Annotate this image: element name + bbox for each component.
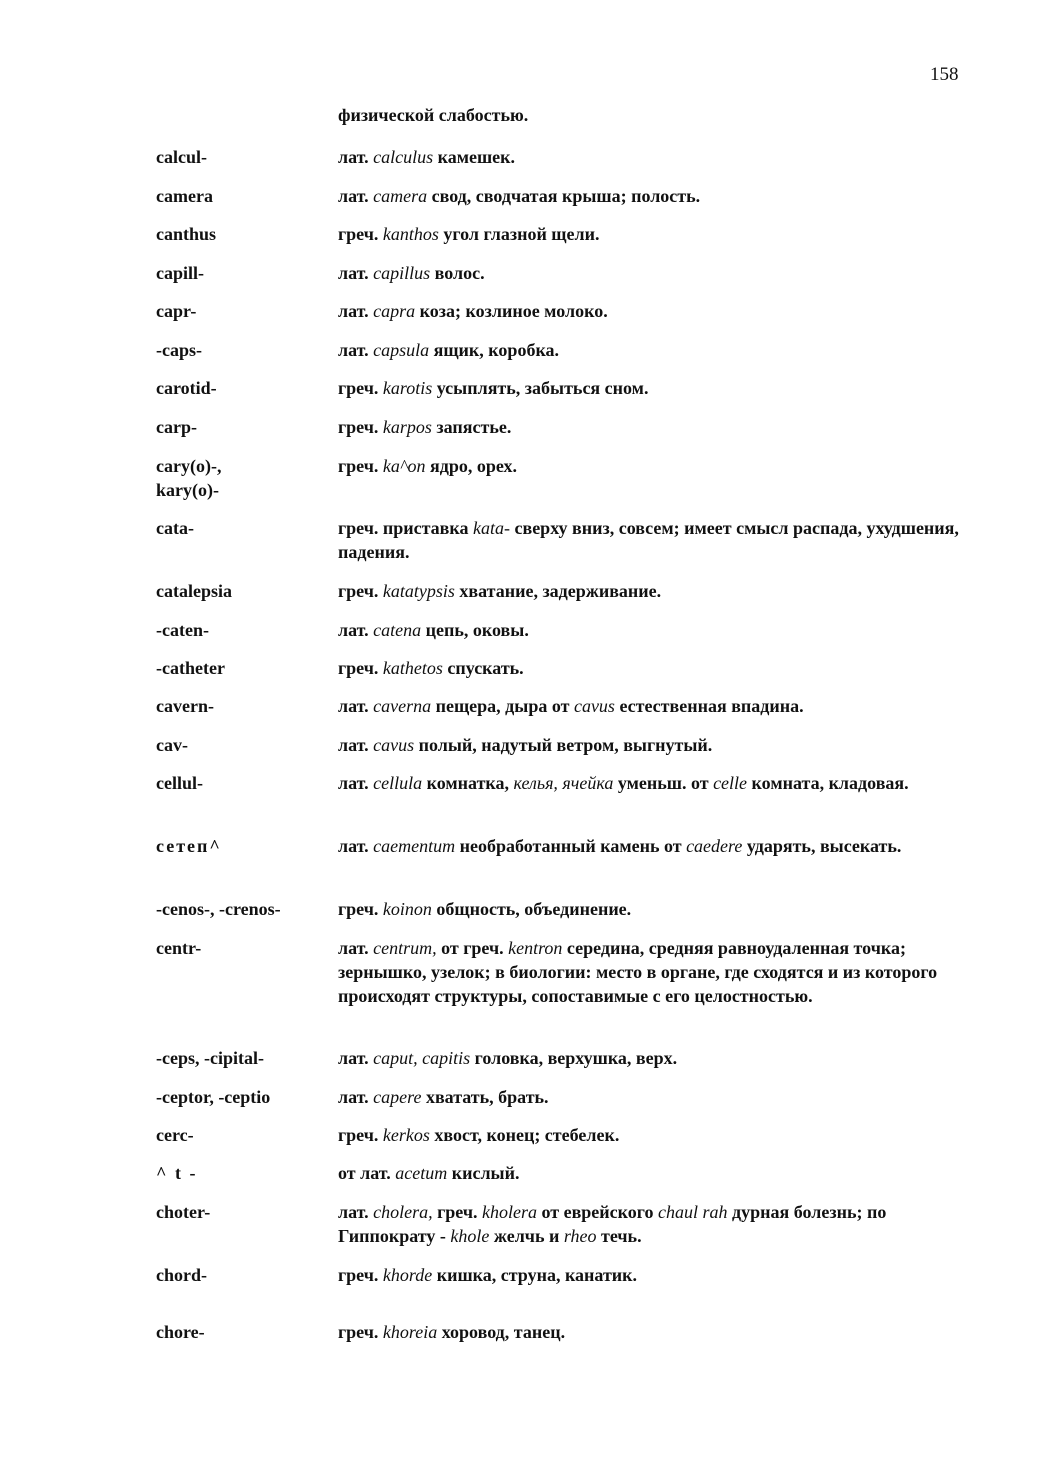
etymon-italic: khorde bbox=[382, 1265, 433, 1285]
entry-term: canthus bbox=[156, 224, 217, 244]
entry-term: carotid- bbox=[156, 378, 217, 398]
entry-definition bbox=[338, 579, 968, 603]
definition-text: от еврейского bbox=[536, 1202, 659, 1222]
definition-text: естественная впадина. bbox=[614, 696, 804, 716]
definition-text: хватать, брать. bbox=[421, 1087, 549, 1107]
definition-text: спускать. bbox=[442, 658, 524, 678]
entry-term: cavern- bbox=[156, 696, 214, 716]
entry-term: carp- bbox=[156, 417, 197, 437]
etymon-italic: caverna bbox=[373, 696, 432, 716]
entry-term: calcul- bbox=[156, 147, 207, 167]
definition-text: хоровод, танец. bbox=[437, 1322, 566, 1342]
definition-text: общность, объединение. bbox=[431, 899, 632, 919]
definition-text: лат. bbox=[338, 696, 374, 716]
etymon-italic: capillus bbox=[373, 263, 431, 283]
definition-text: головка, верхушка, верх. bbox=[470, 1048, 678, 1068]
definition-text: цепь, оковы. bbox=[421, 620, 529, 640]
etymon-italic: calculus bbox=[373, 147, 434, 167]
entry-definition bbox=[338, 1200, 968, 1248]
definition-text: хвост, конец; стебелек. bbox=[429, 1125, 620, 1145]
entry-definition bbox=[338, 1320, 968, 1344]
entry-definition bbox=[338, 261, 968, 285]
definition-text: ударять, высекать. bbox=[742, 836, 902, 856]
etymon-italic: catena bbox=[373, 620, 422, 640]
entry-definition bbox=[338, 771, 968, 795]
entry-term: capr- bbox=[156, 301, 197, 321]
etymon-italic: karotis bbox=[382, 378, 433, 398]
entry-definition bbox=[338, 184, 968, 208]
etymon-italic: caput, capitis bbox=[373, 1048, 471, 1068]
definition-text: лат. bbox=[338, 186, 374, 206]
etymon-italic: caementum bbox=[373, 836, 456, 856]
entry-term: -catheter bbox=[156, 658, 225, 678]
etymon-italic: cholera, bbox=[373, 1202, 433, 1222]
definition-text: ядро, орех. bbox=[425, 456, 517, 476]
continuation-text: физической слабостью. bbox=[338, 105, 529, 125]
definition-text: лат. bbox=[338, 836, 374, 856]
etymon-italic: karpos bbox=[382, 417, 432, 437]
definition-text: лат. bbox=[338, 620, 374, 640]
definition-text: греч. bbox=[338, 417, 383, 437]
entry-term: -ceptor, -ceptio bbox=[156, 1087, 271, 1107]
entry-term: cerc- bbox=[156, 1125, 194, 1145]
definition-text: усыплять, забыться сном. bbox=[432, 378, 649, 398]
etymon-italic: kholera bbox=[482, 1202, 537, 1222]
definition-text: комнатка, bbox=[422, 773, 514, 793]
definition-text: греч. bbox=[432, 1202, 482, 1222]
entry-definition bbox=[338, 1123, 968, 1147]
definition-text: греч. bbox=[338, 456, 383, 476]
definition-text: греч. bbox=[338, 658, 383, 678]
definition-text: середина, средняя равноудаленная точка; зернышко, узелок; в биологии: место в органе, где сходятся и из которого происходят структуры, сопоставимые с его целостностью. bbox=[338, 938, 938, 1006]
etymon-italic: khole bbox=[450, 1226, 490, 1246]
entry-definition bbox=[338, 415, 968, 439]
definition-text: угол глазной щели. bbox=[438, 224, 600, 244]
definition-text: хватание, задерживание. bbox=[454, 581, 662, 601]
definition-text: кислый. bbox=[447, 1163, 520, 1183]
entry-term: сетеп^ bbox=[156, 836, 222, 856]
entry-term: catalepsia bbox=[156, 581, 232, 601]
entry-term: camera bbox=[156, 186, 213, 206]
etymon-italic: capra bbox=[373, 301, 416, 321]
definition-text: от лат. bbox=[338, 1163, 396, 1183]
definition-text: греч. bbox=[338, 378, 383, 398]
entry-definition bbox=[338, 834, 968, 858]
entry-term: centr- bbox=[156, 938, 202, 958]
etymon-italic: chaul rah bbox=[658, 1202, 728, 1222]
etymon-italic: kathetos bbox=[382, 658, 443, 678]
entry-term: -ceps, -cipital- bbox=[156, 1048, 264, 1068]
etymon-italic: cavus bbox=[573, 696, 615, 716]
etymon-italic: celle bbox=[713, 773, 748, 793]
definition-text: лат. bbox=[338, 735, 374, 755]
entry-term: cellul- bbox=[156, 773, 203, 793]
definition-text: сверху вниз, совсем; имеет смысл распада, ухудшения, падения. bbox=[338, 518, 959, 562]
definition-text: лат. bbox=[338, 773, 374, 793]
definition-text: кишка, струна, канатик. bbox=[432, 1265, 638, 1285]
etymon-italic: cellula bbox=[373, 773, 423, 793]
etymon-italic: capsula bbox=[373, 340, 430, 360]
entry-term: capill- bbox=[156, 263, 204, 283]
etymon-italic: kentron bbox=[508, 938, 563, 958]
definition-text: лат. bbox=[338, 938, 374, 958]
etymon-italic: camera bbox=[373, 186, 428, 206]
entry-term: ^ t - bbox=[156, 1163, 198, 1183]
entry-term: cata- bbox=[156, 518, 194, 538]
definition-text: греч. bbox=[338, 899, 383, 919]
entry-definition bbox=[338, 656, 968, 680]
definition-text: от греч. bbox=[436, 938, 509, 958]
etymon-italic: kerkos bbox=[382, 1125, 430, 1145]
definition-text: ящик, коробка. bbox=[429, 340, 560, 360]
entry-definition bbox=[338, 936, 968, 1008]
entry-term: chore- bbox=[156, 1322, 205, 1342]
definition-text: комната, кладовая. bbox=[747, 773, 909, 793]
definition-text: лат. bbox=[338, 147, 374, 167]
entry-definition bbox=[338, 338, 968, 362]
etymon-italic: katatypsis bbox=[382, 581, 455, 601]
entry-definition bbox=[338, 1085, 968, 1109]
entry-definition bbox=[338, 222, 968, 246]
etymon-italic: kanthos bbox=[382, 224, 439, 244]
definition-text: лат. bbox=[338, 1087, 374, 1107]
definition-text: греч. bbox=[338, 581, 383, 601]
entry-term: -caps- bbox=[156, 340, 202, 360]
entry-term: cav- bbox=[156, 735, 188, 755]
entry-definition bbox=[338, 1161, 968, 1185]
entry-definition bbox=[338, 733, 968, 757]
etymon-italic: rheo bbox=[563, 1226, 597, 1246]
page-number: 158 bbox=[930, 64, 959, 85]
entry-definition bbox=[338, 376, 968, 400]
definition-text: лат. bbox=[338, 263, 374, 283]
entry-definition bbox=[338, 454, 968, 478]
etymon-italic: centrum, bbox=[373, 938, 437, 958]
definition-text: желчь и bbox=[489, 1226, 564, 1246]
definition-text: лат. bbox=[338, 1048, 374, 1068]
etymon-italic: ka^on bbox=[382, 456, 426, 476]
etymon-italic: capere bbox=[373, 1087, 422, 1107]
etymon-italic: келья, ячейка bbox=[513, 773, 614, 793]
definition-text: свод, сводчатая крыша; полость. bbox=[427, 186, 701, 206]
entry-definition bbox=[338, 145, 968, 169]
definition-text: греч. bbox=[338, 1265, 383, 1285]
entry-definition bbox=[338, 1046, 968, 1070]
definition-text: коза; козлиное молоко. bbox=[415, 301, 608, 321]
entry-definition bbox=[338, 897, 968, 921]
definition-text: течь. bbox=[596, 1226, 642, 1246]
definition-text: греч. приставка bbox=[338, 518, 473, 538]
etymon-italic: cavus bbox=[373, 735, 415, 755]
definition-text: лат. bbox=[338, 340, 374, 360]
definition-text: необработанный камень от bbox=[455, 836, 687, 856]
entry-term: choter- bbox=[156, 1202, 211, 1222]
definition-text: запястье. bbox=[431, 417, 512, 437]
definition-text: лат. bbox=[338, 301, 374, 321]
etymon-italic: khoreia bbox=[382, 1322, 438, 1342]
entry-definition bbox=[338, 1263, 968, 1287]
entry-definition bbox=[338, 618, 968, 642]
definition-text: полый, надутый ветром, выгнутый. bbox=[414, 735, 713, 755]
etymon-italic: koinon bbox=[382, 899, 432, 919]
etymon-italic: acetum bbox=[395, 1163, 448, 1183]
definition-text: лат. bbox=[338, 1202, 374, 1222]
definition-text: пещера, дыра от bbox=[431, 696, 574, 716]
definition-text: камешек. bbox=[433, 147, 516, 167]
definition-text: греч. bbox=[338, 1125, 383, 1145]
etymon-italic: caedere bbox=[686, 836, 743, 856]
definition-text: греч. bbox=[338, 1322, 383, 1342]
entry-term: -cenos-, -crenos- bbox=[156, 899, 281, 919]
etymon-italic: kata- bbox=[473, 518, 510, 538]
definition-text: греч. bbox=[338, 224, 383, 244]
definition-text: волос. bbox=[430, 263, 485, 283]
entry-term: chord- bbox=[156, 1265, 207, 1285]
entry-definition bbox=[338, 516, 968, 564]
entry-definition bbox=[338, 694, 968, 718]
entry-term: cary(o)-, kary(o)- bbox=[156, 456, 222, 500]
entry-term: -caten- bbox=[156, 620, 209, 640]
definition-text: дурная болезнь; по Гиппократу - bbox=[338, 1202, 887, 1246]
definition-text: уменьш. от bbox=[613, 773, 714, 793]
entry-definition bbox=[338, 299, 968, 323]
